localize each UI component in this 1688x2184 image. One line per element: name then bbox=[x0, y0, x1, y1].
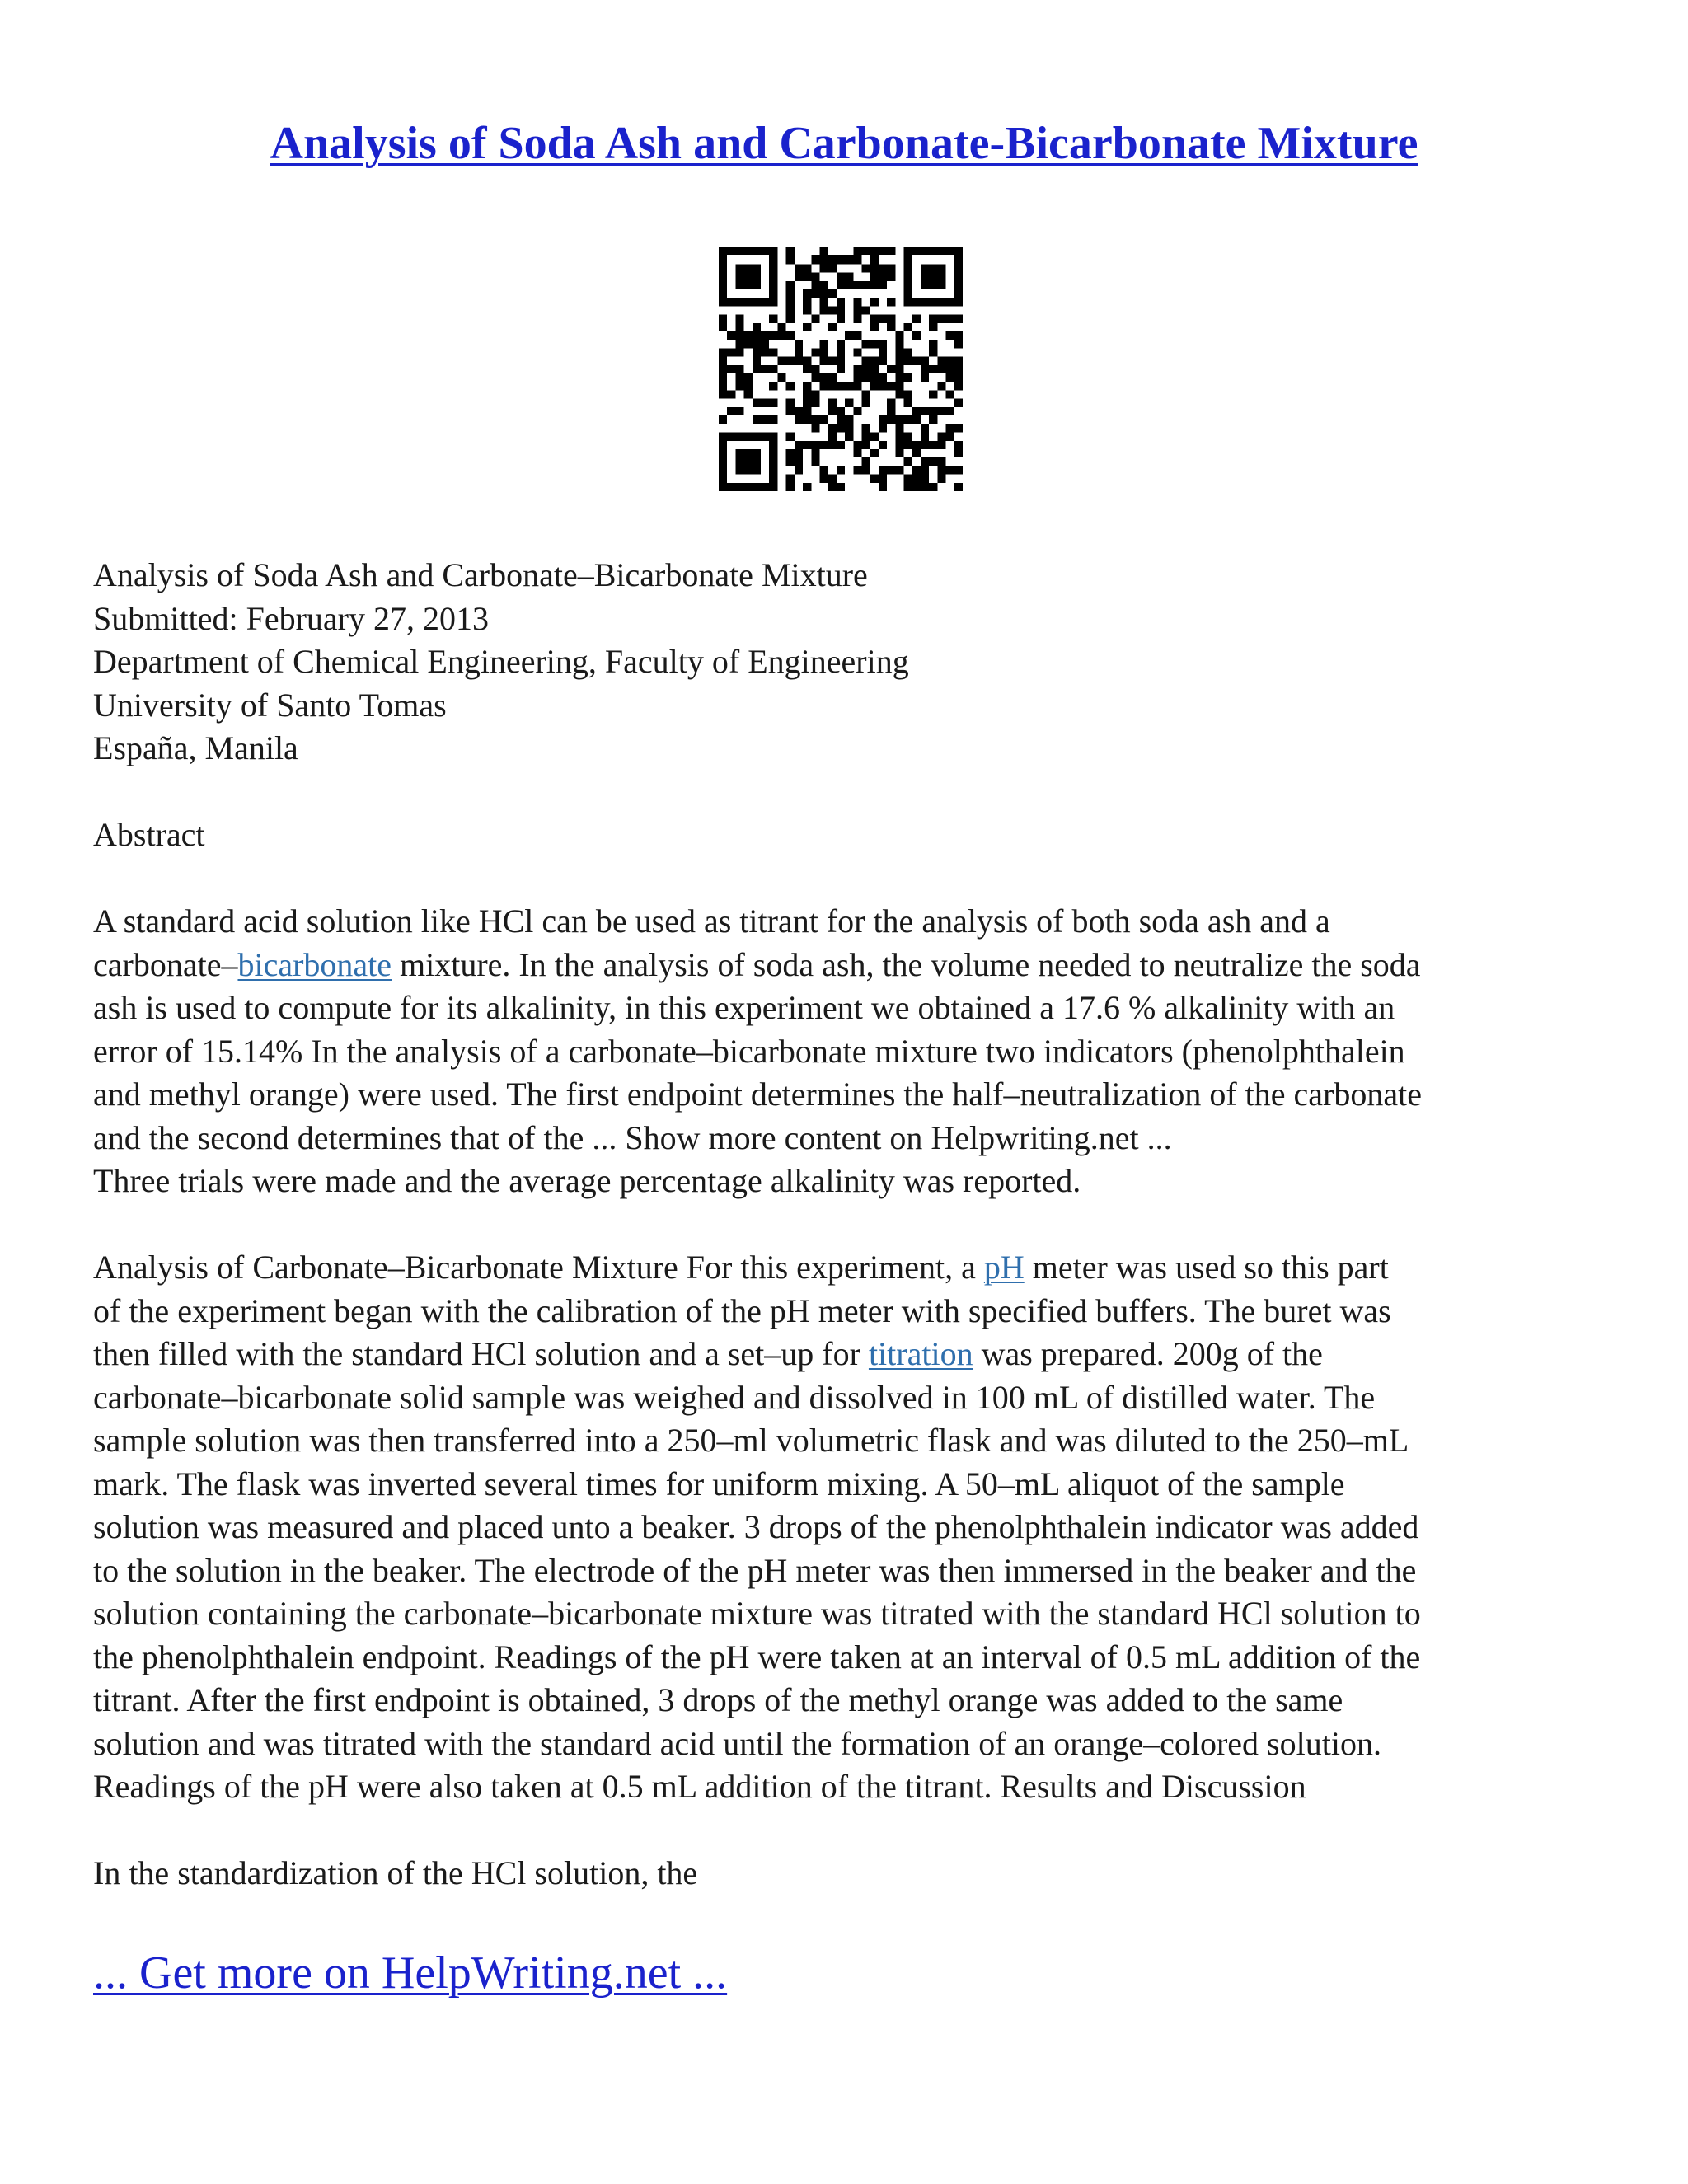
header-line-title: Analysis of Soda Ash and Carbonate–Bicarbonate Mixture bbox=[93, 556, 868, 593]
text-segment: mixture. In the analysis of soda ash, the volume needed to neutralize the soda bbox=[392, 945, 1421, 983]
spacer bbox=[93, 771, 1601, 814]
method-line: carbonate–bicarbonate solid sample was weighed and dissolved in 100 mL of distilled water. The bbox=[93, 1378, 1376, 1416]
qr-code-icon bbox=[719, 247, 963, 491]
abstract-heading: Abstract bbox=[93, 816, 205, 853]
text-segment: was prepared. 200g of the bbox=[973, 1335, 1323, 1372]
method-line: to the solution in the beaker. The electrode of the pH meter was then immersed in the beaker and the bbox=[93, 1551, 1417, 1589]
method-line: solution containing the carbonate–bicarbonate mixture was titrated with the standard HCl solution to bbox=[93, 1595, 1421, 1632]
method-line: the phenolphthalein endpoint. Readings of the pH were taken at an interval of 0.5 mL addition of the bbox=[93, 1638, 1421, 1675]
text-segment: then filled with the standard HCl solution and a set–up for bbox=[93, 1335, 869, 1372]
method-paragraph bbox=[93, 1246, 1601, 1809]
text-segment: carbonate– bbox=[93, 945, 238, 983]
abstract-paragraph bbox=[93, 900, 1601, 1203]
abstract-line: A standard acid solution like HCl can be used as titrant for the analysis of both soda ash and a bbox=[93, 902, 1330, 940]
abstract-line: Three trials were made and the average percentage alkalinity was reported. bbox=[93, 1162, 1081, 1199]
method-line: solution and was titrated with the standard acid until the formation of an orange–colored solution. bbox=[93, 1724, 1381, 1762]
method-line: solution was measured and placed unto a beaker. 3 drops of the phenolphthalein indicator was added bbox=[93, 1508, 1419, 1545]
abstract-line: and the second determines that of the ... Show more content on Helpwriting.net ... bbox=[93, 1118, 1172, 1156]
spacer bbox=[93, 1203, 1601, 1247]
text-segment: Analysis of Carbonate–Bicarbonate Mixture For this experiment, a bbox=[93, 1249, 984, 1286]
bicarbonate-link[interactable]: bicarbonate bbox=[237, 945, 392, 983]
abstract-line bbox=[93, 944, 1601, 987]
abstract-line: error of 15.14% In the analysis of a carbonate–bicarbonate mixture two indicators (phenolphthalein bbox=[93, 1032, 1405, 1070]
get-more-link[interactable]: ... Get more on HelpWriting.net ... bbox=[93, 1947, 728, 1999]
method-line: of the experiment began with the calibration of the pH meter with specified buffers. The buret was bbox=[93, 1291, 1391, 1329]
method-line bbox=[93, 1246, 1601, 1290]
method-line: mark. The flask was inverted several times for uniform mixing. A 50–mL aliquot of the sample bbox=[93, 1465, 1345, 1502]
abstract-line: and methyl orange) were used. The first endpoint determines the half–neutralization of the carbonate bbox=[93, 1076, 1422, 1113]
document-title-link[interactable]: Analysis of Soda Ash and Carbonate-Bicarbonate Mixture bbox=[270, 118, 1418, 169]
spacer bbox=[93, 1809, 1601, 1853]
spacer bbox=[93, 857, 1601, 901]
text-segment: meter was used so this part bbox=[1024, 1249, 1389, 1286]
method-line: sample solution was then transferred into a 250–ml volumetric flask and was diluted to the 250–mL bbox=[93, 1422, 1409, 1459]
header-line-university: University of Santo Tomas bbox=[93, 686, 447, 724]
method-line bbox=[93, 1333, 1601, 1376]
abstract-line: ash is used to compute for its alkalinity, in this experiment we obtained a 17.6 % alkalinity with an bbox=[93, 989, 1395, 1026]
method-line: titrant. After the first endpoint is obtained, 3 drops of the methyl orange was added to the same bbox=[93, 1681, 1343, 1718]
ph-link[interactable]: pH bbox=[983, 1249, 1025, 1286]
document-body bbox=[93, 554, 1601, 1896]
header-line-submitted: Submitted: February 27, 2013 bbox=[93, 599, 489, 637]
results-line: In the standardization of the HCl solution, the bbox=[93, 1854, 698, 1891]
titration-link[interactable]: titration bbox=[868, 1335, 973, 1372]
header-line-department: Department of Chemical Engineering, Faculty of Engineering bbox=[93, 643, 909, 680]
header-line-location: España, Manila bbox=[93, 729, 298, 766]
method-line: Readings of the pH were also taken at 0.5 mL addition of the titrant. Results and Discussion bbox=[93, 1768, 1306, 1805]
